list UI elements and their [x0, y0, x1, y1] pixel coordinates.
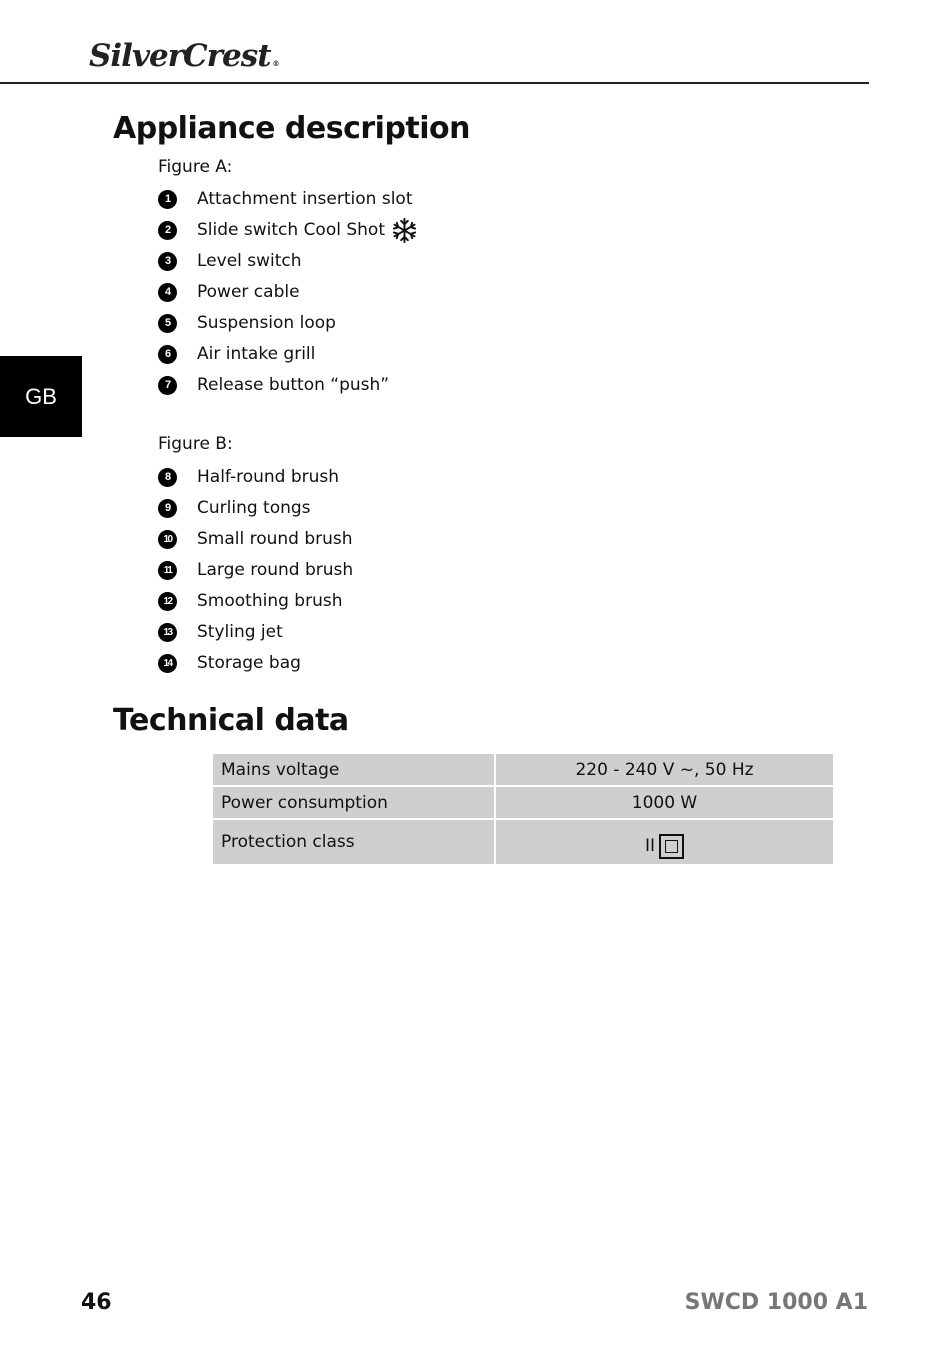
item-number-badge: 2 — [158, 221, 177, 240]
item-number-badge: 5 — [158, 314, 177, 333]
item-label: Storage bag — [197, 653, 301, 673]
spec-label: Mains voltage — [212, 753, 495, 786]
item-number-badge: 11 — [158, 561, 177, 580]
list-item — [158, 651, 301, 675]
item-number-badge: 1 — [158, 190, 177, 209]
language-label: GB — [25, 383, 57, 409]
spec-label: Protection class — [212, 819, 495, 865]
item-label: Smoothing brush — [197, 591, 343, 611]
item-number-badge: 3 — [158, 252, 177, 271]
list-item — [158, 342, 315, 366]
item-label: Suspension loop — [197, 313, 336, 333]
snowflake-icon — [391, 217, 418, 244]
item-label: Small round brush — [197, 529, 353, 549]
spec-value — [495, 819, 834, 865]
item-number-badge: 4 — [158, 283, 177, 302]
item-number-badge: 12 — [158, 592, 177, 611]
figure-b-label: Figure B: — [158, 434, 233, 454]
technical-data-heading: Technical data — [113, 703, 349, 738]
table-row — [212, 819, 834, 865]
spec-label: Power consumption — [212, 786, 495, 819]
header-rule — [0, 82, 869, 84]
list-item — [158, 620, 283, 644]
protection-class-value: II — [644, 836, 656, 856]
list-item — [158, 280, 300, 304]
list-item — [158, 187, 412, 211]
item-label: Curling tongs — [197, 498, 311, 518]
language-tab — [0, 356, 82, 437]
technical-data-table — [211, 752, 835, 866]
list-item — [158, 311, 336, 335]
table-row — [212, 786, 834, 819]
item-label: Attachment insertion slot — [197, 189, 413, 209]
list-item — [158, 589, 342, 613]
item-label: Slide switch Cool Shot — [197, 220, 385, 240]
item-label: Release button “push” — [197, 375, 390, 395]
page-number: 46 — [81, 1290, 112, 1315]
list-item — [158, 496, 311, 520]
item-number-badge: 9 — [158, 499, 177, 518]
item-number-badge: 7 — [158, 376, 177, 395]
item-label: Large round brush — [197, 560, 354, 580]
brand-logo — [89, 36, 279, 76]
item-number-badge: 14 — [158, 654, 177, 673]
spec-value: 220 - 240 V ~, 50 Hz — [495, 753, 834, 786]
item-number-badge: 10 — [158, 530, 177, 549]
double-insulation-icon — [659, 834, 684, 859]
list-item — [158, 249, 302, 273]
model-number: SWCD 1000 A1 — [684, 1290, 868, 1315]
list-item — [158, 527, 353, 551]
spec-value: 1000 W — [495, 786, 834, 819]
item-number-badge: 13 — [158, 623, 177, 642]
item-label: Power cable — [197, 282, 300, 302]
brand-name: SilverCrest — [89, 38, 271, 74]
registered-mark: ® — [272, 59, 279, 68]
list-item — [158, 558, 353, 582]
item-label: Styling jet — [197, 622, 283, 642]
item-label: Half-round brush — [197, 467, 340, 487]
list-item — [158, 373, 389, 397]
item-number-badge: 6 — [158, 345, 177, 364]
item-label: Air intake grill — [197, 344, 316, 364]
list-item — [158, 465, 339, 489]
item-number-badge: 8 — [158, 468, 177, 487]
appliance-description-heading: Appliance description — [113, 111, 471, 146]
table-row — [212, 753, 834, 786]
list-item — [158, 218, 418, 242]
figure-a-label: Figure A: — [158, 157, 233, 177]
item-label: Level switch — [197, 251, 302, 271]
